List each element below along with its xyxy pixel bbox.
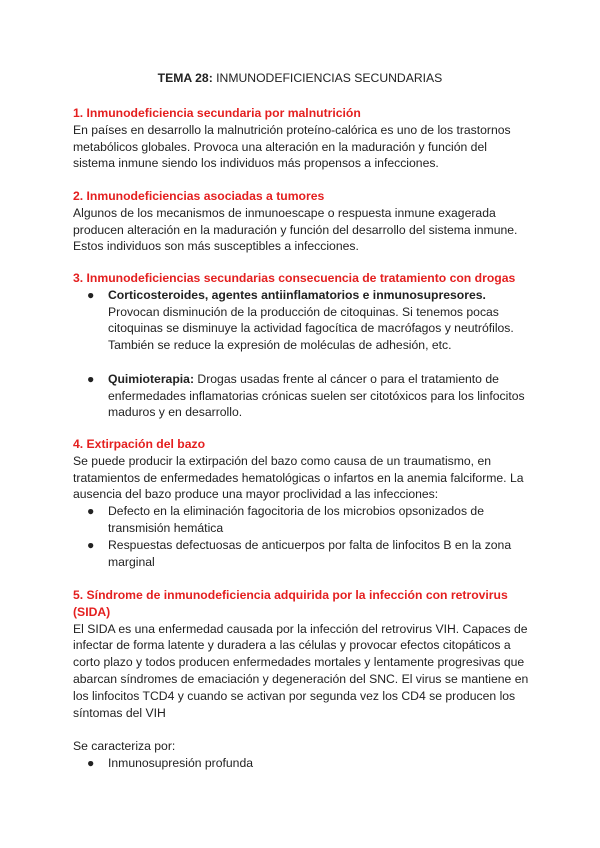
section-heading-cont: (SIDA) [73,604,111,619]
list-item [73,371,553,421]
paragraph-line: Algunos de los mecanismos de inmunoescape o respuesta inmune exagerada [73,205,496,220]
section-heading: 3. Inmunodeficiencias secundarias consecuencia de tratamiento con drogas [73,271,516,285]
item-line: maduros y en desarrollo. [108,405,243,420]
bullet-list [73,287,553,421]
bullet-icon: ● [87,371,95,386]
section-bazo [73,436,553,570]
item-line: marginal [108,554,155,569]
bullet-icon: ● [87,287,95,302]
item-line: Defecto en la eliminación fagocitoria de los microbios opsonizados de [108,504,484,519]
paragraph-line: producen alteración en la maduración y función del desarrollo del sistema inmune. [73,222,518,237]
paragraph-line: abarcan síndromes de emaciación y degeneración del SNC. El virus se mantiene en [73,671,529,686]
bullet-icon: ● [87,537,95,552]
section-heading: 2. Inmunodeficiencias asociadas a tumores [73,189,325,203]
spacer [73,721,553,738]
paragraph-line: los linfocitos TCD4 y cuando se activan por segunda vez los CD4 se producen los [73,688,516,703]
item-text: Drogas usadas frente al cáncer o para el tratamiento de [194,371,499,386]
list-item [73,537,553,571]
section-heading: 4. Extirpación del bazo [73,437,206,451]
item-bold: Quimioterapia: [108,371,195,386]
paragraph-line: metabólicos globales. Provoca una alteración en la maduración y función del [73,139,487,154]
bullet-icon: ● [87,755,95,770]
paragraph-line: tratamientos de enfermedades hematológicas o infartos en la anemia falciforme. La [73,470,524,485]
item-line: También se reduce la expresión de moléculas de adhesión, etc. [108,338,452,353]
paragraph-line: Se caracteriza por: [73,739,176,754]
bullet-list [73,503,553,570]
section-heading: 1. Inmunodeficiencia secundaria por malnutrición [73,106,361,120]
page-title [0,70,600,87]
paragraph-line: Estos individuos son más susceptibles a infecciones. [73,239,359,254]
list-item [73,503,553,537]
item-line: Provocan disminución de la producción de citoquinas. Si tenemos pocas [108,304,499,319]
item-line: citoquinas se disminuye la actividad fagocítica de macrófagos y neutrófilos. [108,321,514,336]
title-bold: TEMA 28: [157,71,213,85]
item-line: enfermedades inflamatorias crónicas suelen ser citotóxicos para los linfocitos [108,388,525,403]
item-line: Respuestas defectuosas de anticuerpos por falta de linfocitos B en la zona [108,537,512,552]
paragraph-line: síntomas del VIH [73,705,166,720]
bullet-icon: ● [87,504,95,519]
paragraph-line: En países en desarrollo la malnutrición proteíno-calórica es uno de los trastornos [73,122,511,137]
section-sida [73,587,553,772]
bullet-list [73,755,553,772]
item-bold: Corticosteroides, agentes antiinflamatorios e inmunosupresores. [108,287,486,302]
section-tumores [73,188,543,255]
paragraph-line: El SIDA es una enfermedad causada por la infección del retrovirus VIH. Capaces de [73,621,528,636]
list-item [73,755,553,772]
section-malnutricion [73,105,543,172]
paragraph-line: corto plazo y todos producen enfermedades mortales y lentamente progresivas que [73,655,525,670]
list-spacer [73,354,553,371]
section-heading: 5. Síndrome de inmunodeficiencia adquirida por la infección con retrovirus [73,588,508,602]
paragraph-line: Se puede producir la extirpación del bazo como causa de un traumatismo, en [73,453,492,468]
list-item [73,287,553,354]
item-line: transmisión hemática [108,520,224,535]
paragraph-line: ausencia del bazo produce una mayor proclividad a las infecciones: [73,487,439,502]
item-line: Inmunosupresión profunda [108,755,253,770]
section-drogas [73,270,553,421]
title-rest: INMUNODEFICIENCIAS SECUNDARIAS [212,71,443,85]
paragraph-line: sistema inmune siendo los individuos más propensos a infecciones. [73,156,439,171]
paragraph-line: infectar de forma latente y duradera a las células y provocar efectos citopáticos a [73,638,511,653]
